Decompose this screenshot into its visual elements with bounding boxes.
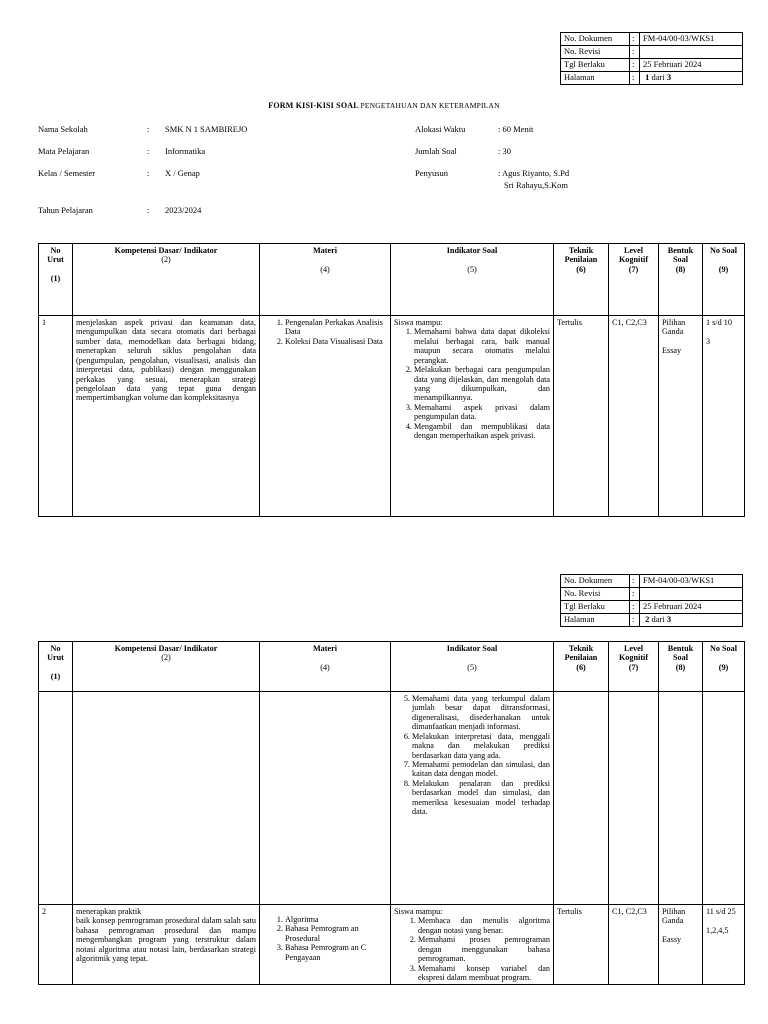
indicator-item: 6. Melakukan interpretasi data, menggali makna dan melakukan prediksi berdasarkan data yang ada. [412, 732, 550, 760]
kisi-kisi-table-page-1 [38, 243, 745, 517]
header-materi: Materi (4) [260, 642, 391, 692]
separator: : [630, 33, 640, 46]
table-header-row [39, 642, 745, 692]
form-title-sub: PENGETAHUAN DAN KETERAMPILAN [360, 101, 500, 110]
class-semester-label: Kelas / Semester [38, 168, 96, 178]
separator: : [630, 59, 640, 72]
competency-text [73, 905, 260, 985]
kisi-kisi-table-page-2 [38, 641, 745, 985]
separator: : [630, 588, 640, 601]
question-count-label: Jumlah Soal [415, 146, 457, 156]
question-number: 11 s/d 25 1,2,4,5 [703, 905, 745, 985]
separator: : [630, 72, 640, 85]
material-cell [260, 905, 391, 985]
table-row-continued [39, 692, 745, 905]
time-allocation-label: Alokasi Waktu [415, 124, 466, 134]
indicator-item: 2. Memahami proses pemrograman dengan menggunakan bahasa pemrograman. [418, 935, 550, 963]
revision-value [640, 588, 743, 601]
table-row [39, 905, 745, 985]
page-label: Halaman [561, 72, 630, 85]
indicator-item: 1. Membaca dan menulis algoritma dengan notasi yang benar. [418, 916, 550, 935]
header-bentuk: Bentuk Soal (8) [659, 642, 703, 692]
indicator-item: 7. Memahami pemodelan dan simulasi, dan kaitan data dengan model. [412, 760, 550, 779]
separator: : [630, 575, 640, 588]
cognitive-level: C1, C2,C3 [609, 905, 659, 985]
material-item: 3. Bahasa Pemrogram an C Pengayaan [285, 943, 387, 962]
table-row [39, 316, 745, 517]
cognitive-level: C1, C2,C3 [609, 316, 659, 517]
header-kd: Kompetensi Dasar/ Indikator (2) [73, 244, 260, 316]
valid-date-value: 25 Februari 2024 [640, 59, 743, 72]
colon: : [147, 146, 150, 156]
author-2: Sri Rahayu,S.Kom [504, 180, 568, 190]
header-kd: Kompetensi Dasar/ Indikator (2) [73, 642, 260, 692]
header-teknik: Teknik Penilaian (6) [554, 642, 609, 692]
assessment-technique [554, 692, 609, 905]
header-no-soal: No Soal (9) [703, 244, 745, 316]
table-header-row [39, 244, 745, 316]
indicator-item: 4. Mengambil dan mempublikasi data dengan memperhaikan aspek privasi. [414, 422, 550, 441]
header-no: No Urut (1) [39, 244, 73, 316]
row-number: 1 [39, 316, 73, 517]
colon: : [147, 168, 150, 178]
material-item: 2. Bahasa Pemrogram an Prosedural [285, 924, 387, 943]
question-number: 1 s/d 10 3 [703, 316, 745, 517]
revision-label: No. Revisi [561, 46, 630, 59]
header-level: Level Kognitif (7) [609, 244, 659, 316]
competency-body: baik konsep pemrograman prosedural dalam salah satu bahasa pemrograman prosedural dan mampu mengembangkan program yang terstruktur dalam notasi algoritma atau notasi lain, berdasarkan strategi algoritmik yang tepat. [76, 916, 256, 964]
cognitive-level [609, 692, 659, 905]
question-form [659, 692, 703, 905]
author-label: Penyusun [415, 168, 449, 178]
material-item: 1. Algoritma [285, 915, 387, 924]
question-form: Pilihan Ganda Eassy [659, 905, 703, 985]
header-bentuk: Bentuk Soal (8) [659, 244, 703, 316]
row-number [39, 692, 73, 905]
form-title-main: FORM KISI-KISI SOAL [268, 101, 359, 110]
revision-value [640, 46, 743, 59]
competency-text: menjelaskan aspek privasi dan keamanan data, mengumpulkan data secara otomatis dari berbagai sumber data, memodelkan data berbagai bidang, menerapkan seluruh siklus pengolahan data (pengumpulan, pengolahan, visualisasi, analisis dan interpretasi data, publikasi) dengan menggunakan perkakas yang sesuai, menerapkan strategi pengelolaan data yang tepat guna dengan mempertimbangkan volume dan kompleksitasnya [73, 316, 260, 517]
revision-label: No. Revisi [561, 588, 630, 601]
page-label: Halaman [561, 614, 630, 627]
academic-year: 2023/2024 [165, 205, 202, 215]
row-number: 2 [39, 905, 73, 985]
author-1: : Agus Riyanto, S.Pd [498, 168, 570, 178]
material-cell [260, 316, 391, 517]
doc-number-label: No. Dokumen [561, 33, 630, 46]
header-indikator: Indikator Soal (5) [391, 244, 554, 316]
valid-date-label: Tgl Berlaku [561, 601, 630, 614]
indicator-cell [391, 316, 554, 517]
indicator-intro: Siswa mampu: [394, 907, 443, 916]
school-name-label: Nama Sekolah [38, 124, 88, 134]
time-allocation: : 60 Menit [498, 124, 534, 134]
header-level: Level Kognitif (7) [609, 642, 659, 692]
page-value: 1 dari 3 [640, 72, 743, 85]
doc-number-label: No. Dokumen [561, 575, 630, 588]
header-materi: Materi (4) [260, 244, 391, 316]
subject: Informatika [165, 146, 206, 156]
separator: : [630, 614, 640, 627]
indicator-item: 5. Memahami data yang terkumpul dalam jumlah besar dapat ditransformasi, digeneralisasi, disederhanakan untuk dimanfaatkan menjadi informasi. [412, 694, 550, 732]
page-value: 2 dari 3 [640, 614, 743, 627]
document-info-box [560, 32, 743, 85]
form-title [0, 101, 768, 111]
competency-text [73, 692, 260, 905]
assessment-technique: Tertulis [554, 905, 609, 985]
question-count: : 30 [498, 146, 511, 156]
separator: : [630, 601, 640, 614]
header-no-soal: No Soal (9) [703, 642, 745, 692]
competency-first-line: menerapkan praktik [76, 907, 142, 916]
doc-number-value: FM-04/00-03/WKS1 [640, 33, 743, 46]
material-cell [260, 692, 391, 905]
header-teknik: Teknik Penilaian (6) [554, 244, 609, 316]
indicator-item: 2. Melakukan berbagai cara pengumpulan data yang dijelaskan, dan mengolah data yang dikumpulkan, dan menampilkannya. [414, 365, 550, 403]
valid-date-label: Tgl Berlaku [561, 59, 630, 72]
doc-number-value: FM-04/00-03/WKS1 [640, 575, 743, 588]
valid-date-value: 25 Februari 2024 [640, 601, 743, 614]
indicator-item: 1. Memahami bahwa data dapat dikoleksi melalui berbagai cara, baik manual maupun secara otomatis melalui perangkat. [414, 327, 550, 365]
question-number [703, 692, 745, 905]
indicator-intro: Siswa mampu: [394, 318, 443, 327]
colon: : [147, 124, 150, 134]
indicator-item: 3. Memahami aspek privasi dalam pengumpulan data. [414, 403, 550, 422]
indicator-cell [391, 905, 554, 985]
material-item: 2. Koleksi Data Visualisasi Data [285, 337, 387, 346]
separator: : [630, 46, 640, 59]
question-form: Pilihan Ganda Essay [659, 316, 703, 517]
indicator-item: 3. Memahami konsep variabel dan ekspresi dalam membuat program. [418, 964, 550, 983]
indicator-item: 8. Melakukan penalaran dan prediksi berdasarkan model dan simulasi, dan memeriksa kesesuaian model terhadap data. [412, 779, 550, 817]
assessment-technique: Tertulis [554, 316, 609, 517]
colon: : [147, 205, 150, 215]
indicator-cell [391, 692, 554, 905]
header-no: No Urut (1) [39, 642, 73, 692]
document-info-box [560, 574, 743, 627]
class-semester: X / Genap [165, 168, 200, 178]
academic-year-label: Tahun Pelajaran [38, 205, 93, 215]
subject-label: Mata Pelajaran [38, 146, 90, 156]
material-item: 1. Pengenalan Perkakas Analisis Data [285, 318, 387, 337]
school-name: SMK N 1 SAMBIREJO [165, 124, 248, 134]
header-indikator: Indikator Soal (5) [391, 642, 554, 692]
